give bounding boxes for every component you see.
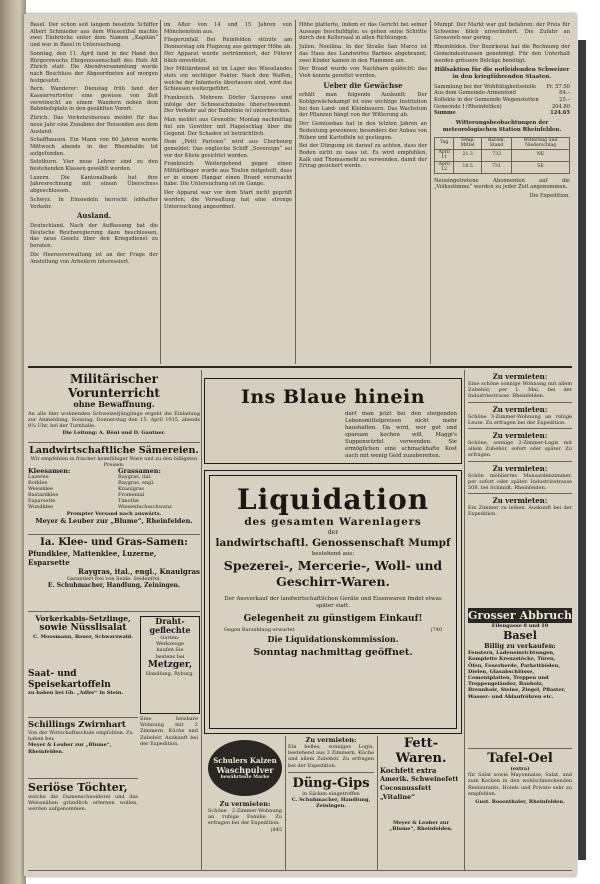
seed-item: Esparsette — [28, 497, 56, 504]
table-row — [435, 161, 570, 173]
ad-body: Schöne 2-Zimmer-Wohnung an ruhige Familie. Zu erfragen bei der Expedition. — [208, 808, 282, 827]
ad-footer: Prompter Versand nach auswärts. — [66, 510, 162, 517]
ads-divider — [28, 366, 572, 368]
c2-paragraph: Der Apparat war vor dem Start nicht geprüft worden; die Verwaltung hat eine strenge Untersuchung angeordnet. — [164, 190, 292, 210]
section-heading-gewaechse: Ueber die Gewächse — [323, 80, 403, 90]
ad-title: Zu vermieten: — [492, 496, 548, 506]
ad-firm: landwirtschaftl. Genossenschaft Mumpf — [215, 537, 451, 549]
ad-title: Zu vermieten: — [492, 431, 548, 441]
c1-paragraph: Sonntag, den 11. April fand in der Hand des Bürgerzwuchs Ehrgenossenschaft des Hofs Alt Zürich statt. Die Abendversammlung wurde nach Beschluss der Abgeordneten auf morgen festgesetzt. — [30, 50, 158, 84]
c2-paragraph: Man meldet aus Grenoble: Montag nachmittag fiel ein Gewitter mit Hagelschlag über die Gegend. Der Schaden ist beträchtlich. — [164, 117, 292, 137]
ad-title: Draht-geflechte — [149, 616, 191, 635]
ad-item: Raygras, ital., engl., Knaulgras — [78, 567, 200, 576]
seed-list-heading: Kleesamen: — [28, 467, 71, 476]
ad-body: für Salat sowie Mayonnaise, Salat, und zum Kochen in den wohlschmeckenden Restaurants, Hotels und Private sehr zu empfehlen. — [468, 772, 572, 797]
c1-paragraph: Zürich. Das Verkehrsbureau meldet für das neue Jahr eine Zunahme der Reisenden aus dem Ausland. — [30, 115, 158, 135]
donation-label: Gemeinde I (Rheinfelden) — [434, 103, 502, 110]
table-cell: April 11 — [435, 149, 454, 161]
logo-subtitle: Waschpulver — [216, 764, 274, 775]
ad-fett-waren — [380, 736, 462, 864]
ad-title: Ins Blaue hinein — [240, 386, 426, 408]
ad-klee-samen — [28, 537, 200, 609]
table-row — [435, 137, 570, 149]
c3-paragraph: Julien. Noellina. In der Straße San Marco ist das Haus des Landwirtes Barbeis abgebrannt; zwei Kinder kamen in den Flammen um. — [299, 44, 427, 64]
expedition-sign: Die Expedition. — [529, 192, 570, 199]
ad-sub: Der Ausverkauf der landwirtschaftlichen Geräte und Eisenwaren findet etwas später statt. — [224, 596, 442, 609]
ad-zwirnhart — [28, 720, 138, 776]
ad-offer: Gelegenheit zu günstigem Einkauf! — [243, 614, 423, 624]
ad-line: bestens bei — [155, 653, 185, 660]
ad-title: Düng-Gips — [292, 775, 370, 791]
ad-separator — [468, 428, 572, 429]
ad-body: zu haben bei Gb. „Adler“ in Stein. — [28, 690, 124, 696]
column-2 — [164, 22, 292, 364]
seed-item: Weissklee — [28, 486, 53, 493]
c3-paragraph: Bei der Düngung ist darauf zu achten, dass der Boden nicht zu nass ist. Es wird empfohlen, Kalk und Thomasmehl zu verwenden, damit der Ertrag gesichert werde. — [299, 143, 427, 170]
c4-paragraph: Mumpf. Der Markt war gut befahren; der Preis für Schweine blieb unverändert. Die Zufuhr an Grossvieh war gering. — [434, 22, 570, 42]
ad-title: Zu vermieten: — [492, 404, 548, 414]
table-cell: 21.3 — [454, 149, 482, 161]
seed-item: Wiesenfuchsschwanz — [118, 503, 172, 510]
donation-row — [434, 97, 570, 104]
ad-title: Fett-Waren. — [395, 736, 447, 766]
c2-paragraph: Frankreich. Weitergehend gegen einen Militärflieger wurde aus Toulon mitgeteilt, dass er in einem Hangar einen Brand verursacht habe. Die Untersuchung ist im Gange. — [164, 161, 292, 188]
ad-firm: Gust. Rosenthaler, Rheinfelden. — [475, 799, 565, 806]
c3-paragraph: Der Brand wurde von Nachbarn gelöscht; das Vieh konnte gerettet werden. — [299, 66, 427, 79]
ad-vermieten-right — [468, 372, 572, 604]
ad-title: Zu vermieten: — [305, 736, 357, 744]
seed-item: Timothe — [118, 497, 139, 504]
table-cell: 18.5 — [454, 161, 482, 173]
ad-body: Kochfett extra — [380, 766, 437, 775]
table-cell: SE — [512, 161, 570, 173]
c2-paragraph: Dem „Petit Parisien“ wird aus Cherbourg gemeldet: Das englische Schiff „Sovereign“ sei vor der Küste gesichtet worden. — [164, 139, 292, 159]
ad-title: Liquidation — [236, 483, 430, 516]
seed-item: Raygras, ital. — [118, 474, 152, 481]
ad-body: Von der Wirtschaftsschule empfohlen. Zu haben bei: — [28, 730, 133, 743]
ad-title: Vorkerkabis-Setzlinge, — [35, 614, 131, 623]
ad-title: Schillings Zwirnhart — [28, 720, 126, 730]
ad-title: Landwirtschaftliche Sämereien. — [29, 445, 199, 456]
seed-list-heading: Grassamen: — [118, 467, 161, 476]
donation-amount: 124.65 — [550, 110, 570, 117]
ad-line: der — [327, 529, 339, 536]
ad-separator — [28, 778, 138, 779]
donation-label: Aus dem Gemeinde-Armenfond — [434, 90, 516, 97]
ad-subtitle: sowie Nüsslisalat — [39, 623, 127, 633]
ad-firm: C. Schuhmacher, Handlung, Zeiningen. — [291, 797, 371, 810]
ad-body: Schön möbliertes Mansardenzimmer, per sofort oder später. Industriestrasse 508, bei Schmidt, Rheinfelden. — [468, 472, 572, 492]
ad-separator — [28, 534, 200, 535]
newspaper-page — [24, 14, 576, 876]
donation-row — [434, 110, 570, 117]
ad-body: Schöne, sonnige 2-Zimmer-Logis mit allem Zubehör, sofort oder später. Zu erfragen. — [468, 440, 572, 459]
ad-item: Pfundklee, Mattenklee, Luzerne, Esparsette — [28, 549, 157, 567]
table-cell: Tag — [435, 137, 454, 149]
ad-title: Seriöse Töchter, — [28, 781, 128, 794]
ad-title: Zu vermieten: — [492, 372, 548, 381]
subscription-note: Neueingetretene Abonnenten auf die „Volksstimme“ werden zu jeder Zeit angenommen. — [434, 177, 570, 191]
donation-label: Sammlung bei der Wohltätigkeitsstelle — [434, 83, 537, 90]
ad-tafel-oel — [468, 751, 572, 869]
ad-line: Werkzeuge — [155, 641, 185, 648]
ad-number: (740 — [430, 627, 442, 633]
donation-row — [434, 104, 570, 111]
table-cell: Temp. Mittel — [454, 137, 482, 149]
ad-title: Zu vermieten: — [219, 800, 271, 808]
seed-item: Fromental — [118, 492, 145, 499]
ad-city: Basel — [503, 629, 537, 643]
ad-vermieten-small — [208, 800, 282, 860]
c1-paragraph: Solothurn. Vier neue Lehrer sind zu den bestehenden Klassen gewählt worden. — [30, 159, 158, 173]
ad-footer: Garantiert frei von Seide. Seidenfrei. — [66, 576, 162, 582]
ad-goods: Spezerei-, Mercerie-, Woll- und Geschirr-Waren. — [223, 558, 443, 589]
ad-title: Saat- und Speisekartoffeln — [28, 669, 111, 690]
c2-paragraph: Frankreich. Mehrere Dörfer Savoyens sind infolge der Schneeschmelze überschwemmt. Der Verkehr auf der Bahnlinie ist unterbrochen. — [164, 95, 292, 115]
seed-list-right — [118, 469, 200, 510]
ad-separator — [468, 748, 572, 749]
logo-tag: bewährteste Marke — [220, 774, 270, 780]
logo-title: Schulers Kalzen — [213, 755, 277, 765]
ad-firm: Metzger, — [147, 659, 193, 670]
ad-toechter — [28, 781, 138, 871]
ad-sunday: Sonntag nachmittag geöffnet. — [253, 647, 413, 658]
ad-place: Handlung, Ryburg. — [145, 670, 195, 677]
weather-table — [434, 137, 570, 174]
donation-amount: 84.– — [559, 90, 570, 97]
ad-body: Ein helles, sonniges Logis, bestehend aus 3 Zimmern, Küche und allem Zubehör. Zu erfragen bei der Expedition. — [288, 744, 374, 769]
ad-setzlinge — [28, 614, 138, 666]
column-rule — [285, 736, 286, 870]
column-rule — [430, 20, 431, 364]
ad-saemereien — [28, 445, 200, 531]
c1-paragraph: Die Heeresverwaltung ist an der Frage der Anstellung von Arbeitern interessiert. — [30, 251, 158, 265]
ad-separator — [28, 717, 138, 718]
ad-subtitle: Eilengasse 8 und 10 — [491, 623, 549, 629]
c3-paragraph: Der Gemüsebau hat in den letzten Jahren an Bedeutung gewonnen; besonders der Anbau von Rüben und Kartoffeln ist gestiegen. — [299, 121, 427, 141]
ad-title: Militärischer Vorunterricht — [68, 372, 160, 400]
ad-title: Ia. Klee- und Gras-Samen: — [40, 537, 188, 548]
ad-body: Schöne 3-Zimmer-Wohnung an ruhige Leute. Zu erfragen bei der Expedition. — [468, 413, 572, 426]
column-rule — [160, 20, 161, 364]
book-cover-edge — [578, 40, 586, 860]
c4-paragraph: Rheinfelden. Der Bezirksrat hat die Rechnung der Gemeindestrassen genehmigt. Für den Unterhalt werden grössere Beträge benötigt. — [434, 44, 570, 64]
page-bottom-rule — [28, 870, 572, 871]
ad-ins-blaue — [204, 378, 462, 464]
ad-separator — [468, 402, 572, 403]
ad-body: in Säcken eingetroffen — [302, 790, 360, 797]
ad-signature: Die Liquidationskommission. — [267, 634, 399, 644]
ad-sub: (extra) — [510, 766, 530, 772]
column-rule — [464, 370, 465, 870]
ad-vorunterricht — [28, 372, 200, 440]
section-heading-ausland: Ausland. — [76, 211, 112, 221]
ad-title: Zu vermieten: — [492, 463, 548, 473]
ad-separator — [288, 772, 374, 773]
donation-amount: Fr. 57.50 — [546, 83, 570, 90]
ad-liquidation — [204, 470, 462, 734]
c1-paragraph: Basel. Der schon seit langem besetzte Schiffer Albert Schmieder aus dem Wiesenthal machte zwei Einbrüche unter dem Namen „Kapitän“ und war in Basel in Untersuchung. — [30, 22, 158, 49]
ad-kalzen-logo — [208, 740, 282, 796]
column-3 — [299, 22, 427, 364]
ad-body: welche die Damenschneiderei und das Weissnähen gründlich erlernen wollen, werden aufgenommen. — [28, 794, 138, 813]
ad-firm: C. Moosmann, Bauer, Schwarzwald. — [33, 634, 133, 640]
ad-number: (845 — [270, 826, 282, 833]
ad-body: Eine schöne sonnige Wohnung mit allem Zubehör, per 1. Mai, bei der Industriestrasse. Rheinfelden. — [468, 381, 572, 400]
ad-grosser-abbruch — [468, 608, 572, 746]
seed-item: Knaulgras — [118, 486, 144, 493]
ad-line: Cocosnussfett „Vitaline“ — [380, 784, 432, 801]
seed-item: Bastardklee — [28, 492, 59, 499]
ad-separator — [468, 493, 572, 494]
c2-paragraph: im Alter von 14 und 15 Jahren von Mönchenstein aus. — [164, 22, 292, 35]
table-cell: 731 — [481, 161, 511, 173]
donation-label: Kollekte in der Gemeinde Wegenstetten — [434, 97, 539, 104]
ad-firm: Meyer & Leuber zur „Blume“, Rheinfelden. — [35, 516, 193, 525]
seed-item: Luzerne — [28, 474, 49, 481]
ad-title: Tafel-Oel — [487, 751, 553, 766]
book-binding — [0, 0, 26, 884]
c2-paragraph: Fliegerunfall. Bei Reinfelden stürzte am Donnerstag ein Flugzeug aus geringer Höhe ab. Der Apparat wurde zertrümmert, der Führer blieb unverletzt. — [164, 37, 292, 64]
ad-leaders: Die Leitung: A. Böni und D. Gautner. — [62, 429, 166, 436]
table-row — [435, 149, 570, 161]
donation-amount: 204.80 — [551, 103, 570, 110]
donation-row — [434, 84, 570, 91]
c2-paragraph: Der Militärdienst ist im Lager des Wieselandes stets ein wichtiger Faktor. Nach den Waffen, welche der Infanterie überlassen sind, wird das Schiessen weitergeführt. — [164, 66, 292, 93]
ad-separator — [28, 442, 200, 443]
seed-item: Wundklee — [28, 503, 54, 510]
c1-paragraph: Schaffhausen. Ein Mann von 60 Jahren wurde Mittwoch abends in der Rheinhalde tot aufgefunden. — [30, 137, 158, 157]
ad-firm: Meyer & Leuber zur „Blume“, Rheinfelden. — [28, 742, 112, 755]
c1-paragraph: Luzern. Die Kantonalbank hat ihre Jahresrechnung mit einem Überschuss abgeschlossen. — [30, 174, 158, 195]
ad-body: Ein Zimmer zu leihen. Auskunft bei der Expedition. — [468, 505, 572, 518]
column-rule — [201, 370, 202, 870]
column-4 — [434, 22, 570, 364]
table-cell: 733 — [481, 149, 511, 161]
column-rule — [295, 20, 296, 364]
ad-line: Garten- — [160, 635, 180, 641]
ad-line: bestehend aus: — [311, 551, 355, 557]
ad-firm: Meyer & Leuber zur „Blume“, Rheinfelden. — [389, 820, 453, 833]
ad-title: Grosser Abbruch — [468, 609, 572, 622]
seed-item: Raygras, engl. — [118, 480, 155, 487]
table-cell: Witterung und Niederschlag — [512, 137, 570, 149]
seed-item: Rotklee — [28, 480, 48, 487]
ad-contact: Gegen Barzahlung erwartet — [224, 627, 295, 633]
ad-line: Amerik. Schweinefett — [380, 775, 459, 783]
section-heading-hilfsaktion: Hilfsaktion für die notleidenden Schweizer in den kriegführenden Staaten. — [434, 67, 570, 80]
c1-paragraph: Schwyz. In Einsiedeln herrscht lebhafter Verkehr. — [30, 196, 158, 210]
c1-paragraph: Bern. Wanderer: Dienstag früh fand der Kassiervertreter eine gewisse von Zeit verwünscht an einem Wandern neben dem Bahnhofsplatz in den gezählten Vorort. — [30, 86, 158, 113]
c3-paragraph: Höhe platterte, indem er das Gericht bei seiner Aussage beschuldigte; es gehen seine Schritte durch den Kellersaal in allen Richtungen. — [299, 22, 427, 42]
ad-body: An alle hier wohnenden Schweizerjünglinge ergeht die Einladung zur Anmeldung. Sonntag, Donnerstag den 15. April 1915, abends 8¼ Uhr, bei der Turnhalle. — [28, 411, 200, 430]
table-cell: April 12 — [435, 161, 454, 173]
seed-list-left — [28, 469, 110, 510]
table-cell: NE — [512, 149, 570, 161]
donation-row — [434, 90, 570, 97]
ad-line: kaufen Sie — [156, 647, 184, 654]
ad-subtitle: ohne Bewaffnung. — [73, 399, 155, 409]
column-rule — [377, 736, 378, 870]
ad-body: Eine heizbare Wohnung mit 2 Zimmern, Küche und Zubehör. Auskunft bei der Expedition. — [140, 716, 198, 747]
ad-draht — [140, 616, 200, 714]
column-1 — [30, 22, 158, 364]
ad-body: Wir empfehlen in frischer keimfähiger Ware und zu den billigsten Preisen: — [30, 456, 198, 469]
ad-firm: E. Schuhmacher, Handlung, Zeiningen. — [47, 582, 181, 590]
ad-separator — [28, 611, 200, 612]
ad-lead: Billig zu verkaufen: — [484, 642, 556, 651]
ad-vermieten-center — [288, 736, 374, 864]
ad-separator — [468, 461, 572, 462]
ad-body: Fenstern, Ladeneinrichtungen, Komplette Kreuzstöcke, Türen, Öfen, Feuerherde, Parkettböden, Dielen, Glasabschlüsse, Cementplatten, Treppen und Treppengeländer, Bauholz, Brennholz, Steine, Ziegel, Pflaster, Wasser- und Ablaufröhren etc. — [468, 650, 566, 700]
c1-paragraph: Deutschland. Nach der Auffassung hat die Deutsche Reichsregierung dazu beschlossen, das neue Gesetz über den Kriegsdienst zu beraten. — [30, 222, 158, 250]
ad-saatkartoffeln — [28, 669, 138, 715]
ad-line: des gesamten Warenlagers — [244, 516, 422, 528]
donation-label: Summe — [434, 110, 456, 117]
section-heading-weather: Witterungsbeobachtungen der meteorologischen Station Rheinfelden. — [442, 120, 562, 133]
table-cell: Barom. Stand — [481, 137, 511, 149]
c3-paragraph: erhält man folgende Auskunft: Der Kohlgewächskampf ist eine wichtige Institution bei den Land- und Kleinbauern. Das Wachstum der Pflanzen hängt von der Witterung ab. — [299, 92, 427, 119]
ad-body: darf man jetzt bei den steigenden Lebensmittelpreisen nicht mehr haushalten. Da wird, wer gut und sparsam kochen will, Maggi's Suppenwürfel verwenden. Sie ermöglichen eine schmackhafte Kost auch mit wenig Geld zuzubereiten. — [345, 411, 457, 459]
ad-small-notice — [140, 716, 198, 826]
donation-amount: 25.– — [559, 97, 570, 104]
